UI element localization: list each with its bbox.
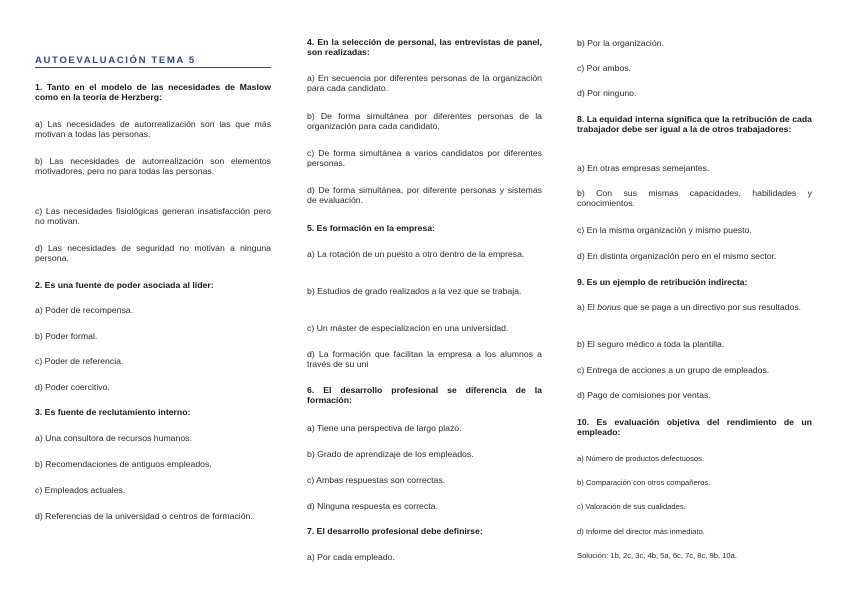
option-7b: b) Por la organización. (577, 38, 664, 48)
option-10d: d) Informe del director más inmediato. (577, 527, 705, 536)
question-3: 3. Es fuente de reclutamiento interno: (35, 407, 191, 417)
option-2c: c) Poder de referencia. (35, 356, 124, 366)
question-2: 2. Es una fuente de poder asociada al líder: (35, 280, 214, 290)
option-6b: b) Grado de aprendizaje de los empleados. (307, 449, 474, 459)
question-6: 6. El desarrollo profesional se diferencia de la formación: (307, 385, 542, 406)
option-3a: a) Una consultora de recursos humanos. (35, 433, 192, 443)
option-2b: b) Poder formal. (35, 331, 98, 341)
bonus-emphasis: bonus (597, 302, 621, 312)
option-4a: a) En secuencia por diferentes personas de la organización para cada candidato. (307, 73, 542, 94)
option-1c: c) Las necesidades fisiológicas generan insatisfacción pero no motivan. (35, 206, 271, 227)
question-8: 8. La equidad interna significa que la retribución de cada trabajador debe ser igual a la de otros trabajadores: (577, 114, 812, 135)
option-3d: d) Referencias de la universidad o centros de formación. (35, 511, 253, 521)
option-3c: c) Empleados actuales. (35, 485, 126, 495)
question-10: 10. Es evaluación objetiva del rendimiento de un empleado: (577, 417, 812, 438)
solution-key: Solución: 1b, 2c, 3c, 4b, 5a, 6c, 7c, 8c, 9b, 10a. (577, 551, 737, 560)
option-6a: a) Tiene una perspectiva de largo plazo. (307, 423, 462, 433)
option-10b: b) Comparación con otros compañeros. (577, 478, 711, 487)
option-6c: c) Ambas respuestas son correctas. (307, 475, 446, 485)
option-9c: c) Entrega de acciones a un grupo de empleados. (577, 365, 770, 375)
option-4b: b) De forma simultánea por diferentes personas de la organización para cada candidato. (307, 111, 542, 132)
question-7: 7. El desarrollo profesional debe definirse: (307, 526, 483, 536)
option-7d: d) Por ninguno. (577, 88, 637, 98)
option-1b: b) Las necesidades de autorrealización son elementos motivadores, pero no para todas las personas. (35, 156, 271, 177)
option-8c: c) En la misma organización y mismo puesto. (577, 225, 752, 235)
option-5d: d) La formación que facilitan la empresa a los alumnos a través de su uni (307, 349, 542, 370)
option-6d: d) Ninguna respuesta es correcta. (307, 501, 438, 511)
title-underline (35, 67, 271, 68)
option-9d: d) Pago de comisiones por ventas. (577, 390, 711, 400)
option-5a: a) La rotación de un puesto a otro dentro de la empresa. (307, 249, 525, 259)
question-9: 9. Es un ejemplo de retribución indirecta: (577, 277, 748, 287)
option-8a: a) En otras empresas semejantes. (577, 163, 710, 173)
option-10a: a) Número de productos defectuosos. (577, 454, 705, 463)
option-5b: b) Estudios de grado realizados a la vez que se trabaja. (307, 286, 522, 296)
page-title: AUTOEVALUACIÓN TEMA 5 (35, 55, 196, 66)
option-1a: a) Las necesidades de autorrealización son las que más motivan a todas las personas. (35, 119, 271, 140)
option-7c: c) Por ambos. (577, 63, 632, 73)
option-8b: b) Con sus mismas capacidades, habilidades y conocimientos. (577, 188, 812, 209)
option-3b: b) Recomendaciones de antiguos empleados. (35, 459, 212, 469)
question-1: 1. Tanto en el modelo de las necesidades de Maslow como en la teoría de Herzberg: (35, 82, 271, 103)
option-9b: b) El seguro médico a toda la plantilla. (577, 339, 725, 349)
option-9a: a) El bonus que se paga a un directivo por sus resultados. (577, 302, 802, 312)
option-1d: d) Las necesidades de seguridad no motivan a ninguna persona. (35, 243, 271, 264)
option-4d: d) De forma simultánea, por diferente personas y sistemas de evaluación. (307, 185, 542, 206)
option-5c: c) Un máster de especialización en una universidad. (307, 323, 509, 333)
option-7a: a) Por cada empleado. (307, 552, 395, 562)
question-5: 5. Es formación en la empresa: (307, 223, 435, 233)
option-4c: c) De forma simultánea a varios candidatos por diferentes personas. (307, 148, 542, 169)
option-10c: c) Valoración de sus cualidades. (577, 502, 686, 511)
option-8d: d) En distinta organización pero en el mismo sector. (577, 251, 777, 261)
question-4: 4. En la selección de personal, las entrevistas de panel, son realizadas: (307, 37, 542, 58)
option-2a: a) Poder de recompensa. (35, 305, 134, 315)
option-2d: d) Poder coercitivo. (35, 382, 110, 392)
